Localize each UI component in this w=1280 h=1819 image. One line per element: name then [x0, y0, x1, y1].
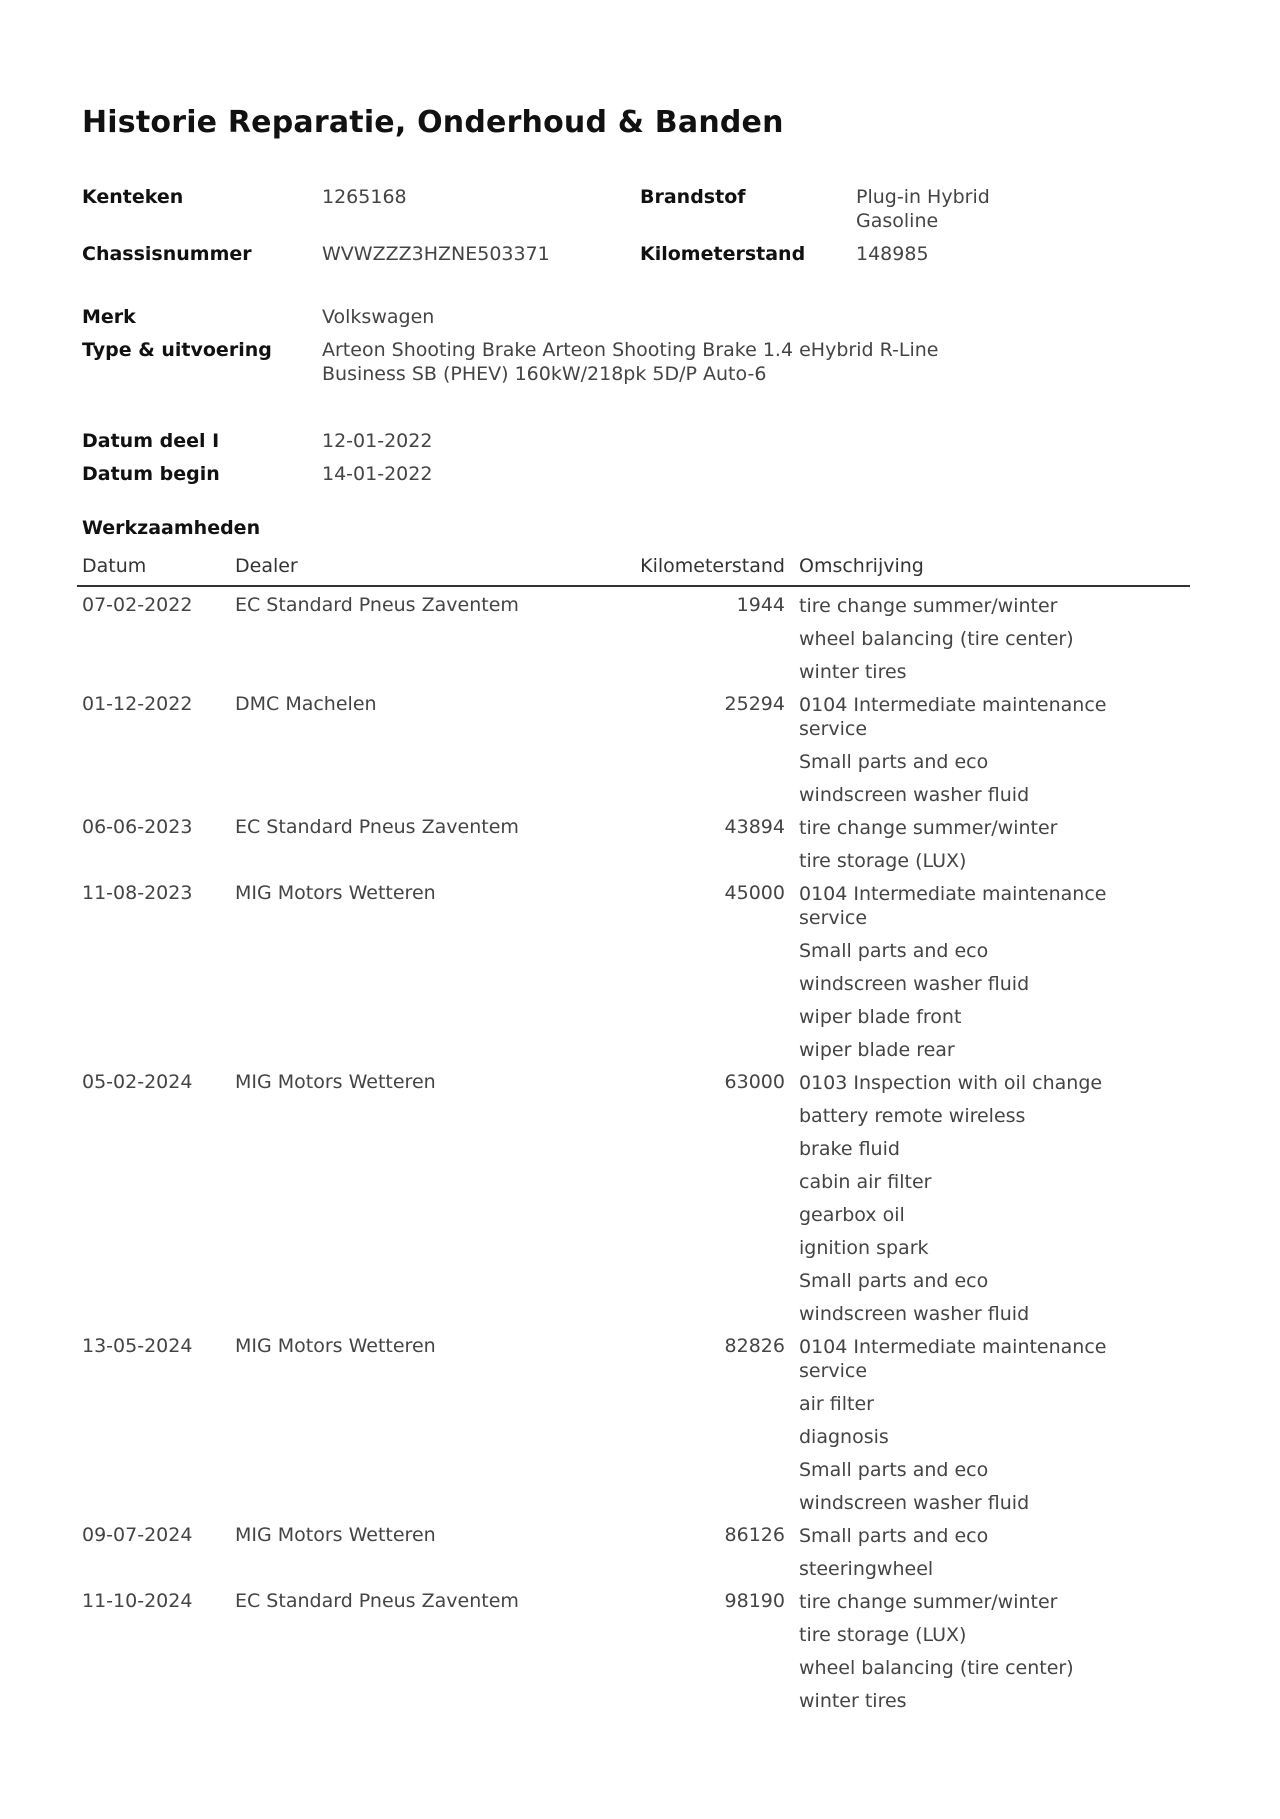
- row-dealer: DMC Machelen: [235, 693, 377, 715]
- row-date: 09-07-2024: [82, 1524, 193, 1546]
- type-label: Type & uitvoering: [82, 339, 272, 361]
- row-dealer: MIG Motors Wetteren: [235, 1071, 436, 1093]
- kenteken-value: 1265168: [322, 186, 407, 208]
- omschrijving-item: cabin air filter: [799, 1171, 932, 1193]
- werkzaamheden-heading: Werkzaamheden: [82, 517, 261, 539]
- omschrijving-item: winter tires: [799, 661, 907, 683]
- row-omschrijving-list: [799, 591, 1159, 690]
- chassis-value: WVWZZZ3HZNE503371: [322, 243, 550, 265]
- table-row: [77, 591, 1190, 690]
- row-kilometerstand: 1944: [736, 594, 785, 616]
- table-row: [77, 1521, 1190, 1587]
- row-date: 05-02-2024: [82, 1071, 193, 1093]
- omschrijving-item: ignition spark: [799, 1237, 929, 1259]
- type-value: Arteon Shooting Brake Arteon Shooting Brake 1.4 eHybrid R-Line Business SB (PHEV) 160kW/218pk 5D/P Auto-6: [322, 339, 939, 385]
- omschrijving-item: steeringwheel: [799, 1558, 934, 1580]
- omschrijving-item: Small parts and eco: [799, 1270, 989, 1292]
- omschrijving-item: tire change summer/winter: [799, 1591, 1058, 1613]
- row-dealer: MIG Motors Wetteren: [235, 882, 436, 904]
- omschrijving-item: 0104 Intermediate maintenance service: [799, 694, 1107, 740]
- table-row: [77, 1068, 1190, 1332]
- omschrijving-item: tire change summer/winter: [799, 817, 1058, 839]
- row-omschrijving-list: [799, 879, 1159, 1068]
- row-date: 06-06-2023: [82, 816, 193, 838]
- table-header: [77, 553, 1190, 587]
- omschrijving-item: battery remote wireless: [799, 1105, 1026, 1127]
- brandstof-value: Plug-in Hybrid Gasoline: [856, 186, 990, 232]
- row-date: 11-10-2024: [82, 1590, 193, 1612]
- chassis-label: Chassisnummer: [82, 243, 252, 265]
- row-dealer: MIG Motors Wetteren: [235, 1524, 436, 1546]
- kilometerstand-label: Kilometerstand: [640, 243, 806, 265]
- table-row: [77, 879, 1190, 1068]
- omschrijving-item: wiper blade rear: [799, 1039, 955, 1061]
- row-kilometerstand: 25294: [724, 693, 785, 715]
- omschrijving-item: diagnosis: [799, 1426, 889, 1448]
- table-body: [77, 587, 1190, 1719]
- datum-deel-value: 12-01-2022: [322, 430, 433, 452]
- omschrijving-item: 0104 Intermediate maintenance service: [799, 883, 1107, 929]
- row-date: 01-12-2022: [82, 693, 193, 715]
- omschrijving-item: Small parts and eco: [799, 751, 989, 773]
- row-kilometerstand: 86126: [724, 1524, 785, 1546]
- kenteken-label: Kenteken: [82, 186, 184, 208]
- row-omschrijving-list: [799, 1332, 1159, 1521]
- row-omschrijving-list: [799, 1068, 1159, 1332]
- page-title: Historie Reparatie, Onderhoud & Banden: [82, 105, 784, 140]
- row-dealer: EC Standard Pneus Zaventem: [235, 816, 519, 838]
- omschrijving-item: windscreen washer fluid: [799, 1492, 1030, 1514]
- merk-label: Merk: [82, 306, 136, 328]
- row-omschrijving-list: [799, 813, 1159, 879]
- table-row: [77, 690, 1190, 813]
- omschrijving-item: wheel balancing (tire center): [799, 628, 1074, 650]
- table-row: [77, 1332, 1190, 1521]
- omschrijving-item: air filter: [799, 1393, 874, 1415]
- row-omschrijving-list: [799, 690, 1159, 813]
- omschrijving-item: windscreen washer fluid: [799, 784, 1030, 806]
- brandstof-label: Brandstof: [640, 186, 746, 208]
- datum-deel-label: Datum deel I: [82, 430, 220, 452]
- row-dealer: EC Standard Pneus Zaventem: [235, 1590, 519, 1612]
- column-header-dealer: Dealer: [235, 555, 298, 577]
- omschrijving-item: tire storage (LUX): [799, 1624, 967, 1646]
- table-row: [77, 1587, 1190, 1719]
- column-header-date: Datum: [82, 555, 147, 577]
- column-header-omschrijving: Omschrijving: [799, 555, 924, 577]
- row-kilometerstand: 63000: [724, 1071, 785, 1093]
- merk-value: Volkswagen: [322, 306, 435, 328]
- row-dealer: MIG Motors Wetteren: [235, 1335, 436, 1357]
- omschrijving-item: windscreen washer fluid: [799, 973, 1030, 995]
- column-header-kilometerstand: Kilometerstand: [640, 555, 785, 577]
- row-kilometerstand: 98190: [724, 1590, 785, 1612]
- omschrijving-item: windscreen washer fluid: [799, 1303, 1030, 1325]
- omschrijving-item: brake fluid: [799, 1138, 900, 1160]
- row-omschrijving-list: [799, 1587, 1159, 1719]
- row-date: 13-05-2024: [82, 1335, 193, 1357]
- row-kilometerstand: 82826: [724, 1335, 785, 1357]
- row-date: 07-02-2022: [82, 594, 193, 616]
- omschrijving-item: 0103 Inspection with oil change: [799, 1072, 1103, 1094]
- row-dealer: EC Standard Pneus Zaventem: [235, 594, 519, 616]
- omschrijving-item: 0104 Intermediate maintenance service: [799, 1336, 1107, 1382]
- omschrijving-item: tire storage (LUX): [799, 850, 967, 872]
- row-omschrijving-list: [799, 1521, 1159, 1587]
- omschrijving-item: wheel balancing (tire center): [799, 1657, 1074, 1679]
- omschrijving-item: Small parts and eco: [799, 940, 989, 962]
- row-kilometerstand: 45000: [724, 882, 785, 904]
- omschrijving-item: tire change summer/winter: [799, 595, 1058, 617]
- omschrijving-item: Small parts and eco: [799, 1459, 989, 1481]
- row-date: 11-08-2023: [82, 882, 193, 904]
- datum-begin-label: Datum begin: [82, 463, 220, 485]
- omschrijving-item: Small parts and eco: [799, 1525, 989, 1547]
- omschrijving-item: wiper blade front: [799, 1006, 962, 1028]
- kilometerstand-value: 148985: [856, 243, 929, 265]
- datum-begin-value: 14-01-2022: [322, 463, 433, 485]
- omschrijving-item: gearbox oil: [799, 1204, 905, 1226]
- row-kilometerstand: 43894: [724, 816, 785, 838]
- table-row: [77, 813, 1190, 879]
- work-table: [77, 553, 1190, 1719]
- omschrijving-item: winter tires: [799, 1690, 907, 1712]
